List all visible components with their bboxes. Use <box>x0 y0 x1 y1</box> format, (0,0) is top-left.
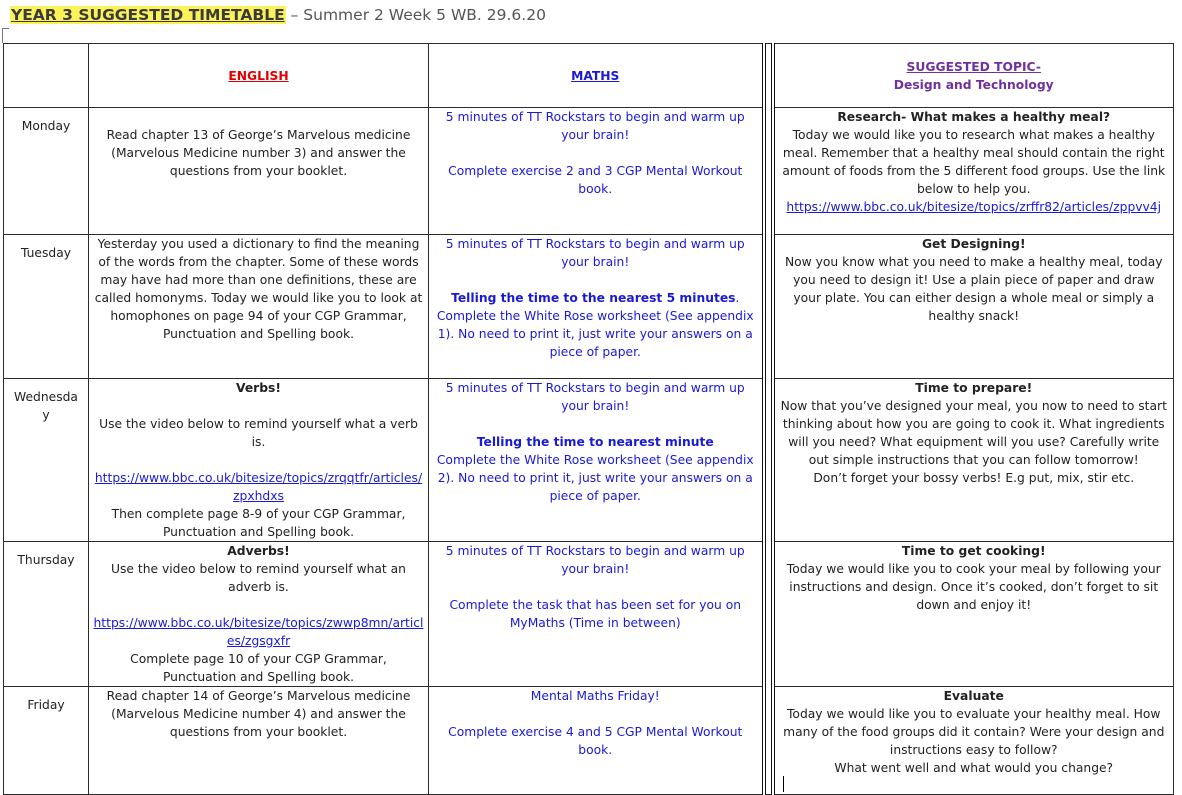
english-link[interactable]: https://www.bbc.co.uk/bitesize/topics/zwwp8mn/articles/zgsgxfr <box>93 616 424 648</box>
english-text: Then complete page 8-9 of your CGP Grammar, Punctuation and Spelling book. <box>111 507 406 539</box>
english-cell <box>89 108 429 235</box>
topic-cell <box>773 687 1174 795</box>
day-label: Tuesday <box>20 246 72 260</box>
topic-text: Today we would like you to research what makes a healthy meal. Remember that a healthy meal should contain the right amount of foods from the 5 different food groups. Use the link below to help you. <box>782 128 1166 196</box>
english-heading-text: Verbs! <box>236 381 281 395</box>
topic-text: Don’t forget your bossy verbs! E.g put, mix, stir etc. <box>813 471 1135 485</box>
day-cell <box>4 235 89 379</box>
topic-text: Today we would like you to evaluate your healthy meal. How many of the food groups did it contain? Were your design and instructions easy to follow? <box>783 707 1165 757</box>
english-text: Read chapter 13 of George’s Marvelous medicine (Marvelous Medicine number 3) and answer the questions from your booklet. <box>106 128 411 178</box>
title-highlight: YEAR 3 SUGGESTED TIMETABLE <box>11 6 285 24</box>
day-label: Friday <box>27 698 65 712</box>
header-day <box>4 44 89 108</box>
topic-heading-text: Get Designing! <box>921 237 1026 251</box>
maths-line: 5 minutes of TT Rockstars to begin and warm up your brain! <box>445 544 745 576</box>
english-text: Use the video below to remind yourself what an adverb is. <box>111 562 406 594</box>
english-cell <box>89 379 429 542</box>
topic-cell <box>773 108 1174 235</box>
maths-line: 5 minutes of TT Rockstars to begin and warm up your brain! <box>445 110 745 142</box>
page-title <box>10 6 546 24</box>
day-label: Thursday <box>17 553 75 567</box>
english-heading-text: Adverbs! <box>227 544 290 558</box>
text-cursor <box>783 776 784 792</box>
maths-cell <box>429 542 764 687</box>
maths-line: Complete exercise 4 and 5 CGP Mental Workout book. <box>448 725 743 757</box>
timetable <box>3 43 1174 795</box>
topic-cell <box>773 379 1174 542</box>
title-subtitle: – Summer 2 Week 5 WB. 29.6.20 <box>285 6 546 24</box>
day-cell <box>4 542 89 687</box>
english-text: Complete page 10 of your CGP Grammar, Punctuation and Spelling book. <box>130 652 387 684</box>
table-row <box>4 235 1174 379</box>
header-row <box>4 44 1174 108</box>
day-cell <box>4 687 89 795</box>
table-row <box>4 108 1174 235</box>
topic-text: Now that you’ve designed your meal, you now to need to start thinking about how you are going to cook it. What ingredients will you need? What equipment will you use? Carefully write out simple instructions that you can follow tomorrow! <box>780 399 1167 467</box>
topic-heading-text: Time to get cooking! <box>901 544 1046 558</box>
topic-heading: SUGGESTED TOPIC- <box>906 59 1041 74</box>
margin-corner-marker <box>2 28 9 43</box>
topic-text: Now you know what you need to make a healthy meal, today you need to design it! Use a plain piece of paper and draw your plate. You can either design a whole meal or simply a healthy snack! <box>784 255 1163 323</box>
topic-heading-text: Time to prepare! <box>915 381 1033 395</box>
english-cell <box>89 542 429 687</box>
topic-link[interactable]: https://www.bbc.co.uk/bitesize/topics/zrffr82/articles/zppvv4j <box>786 200 1162 214</box>
maths-line: 5 minutes of TT Rockstars to begin and warm up your brain! <box>445 381 745 413</box>
english-cell <box>89 235 429 379</box>
day-cell <box>4 108 89 235</box>
english-text: Read chapter 14 of George’s Marvelous medicine (Marvelous Medicine number 4) and answer the questions from your booklet. <box>106 689 411 739</box>
maths-cell <box>429 379 764 542</box>
english-text: Yesterday you used a dictionary to find the meaning of the words from the chapter. Some of these words may have had more than one definitions, these are called homonyms. Today we would like you to look at homophones on page 94 of your CGP Grammar, Punctuation and Spelling book. <box>94 237 423 341</box>
maths-heading: MATHS <box>571 68 620 83</box>
topic-subheading: Design and Technology <box>893 77 1054 92</box>
english-link[interactable]: https://www.bbc.co.uk/bitesize/topics/zrqqtfr/articles/zpxhdxs <box>94 471 423 503</box>
column-separator <box>764 44 773 795</box>
maths-heading-dot: . <box>735 291 740 305</box>
maths-line: 5 minutes of TT Rockstars to begin and warm up your brain! <box>445 237 745 269</box>
topic-heading-text: Research- What makes a healthy meal? <box>837 110 1111 124</box>
table-row <box>4 379 1174 542</box>
maths-cell <box>429 687 764 795</box>
maths-heading-text: Telling the time to nearest minute <box>476 435 714 449</box>
maths-heading-text: Telling the time to the nearest 5 minutes <box>451 291 736 305</box>
day-cell <box>4 379 89 542</box>
english-heading: ENGLISH <box>228 68 289 83</box>
header-maths <box>429 44 764 108</box>
maths-line: Mental Maths Friday! <box>530 689 660 703</box>
maths-cell <box>429 108 764 235</box>
header-topic <box>773 44 1174 108</box>
maths-line: Complete the White Rose worksheet (See appendix 1). No need to print it, just write your answers on a piece of paper. <box>436 309 754 359</box>
english-cell <box>89 687 429 795</box>
topic-cell <box>773 542 1174 687</box>
day-label: Wednesday <box>14 390 78 422</box>
header-english <box>89 44 429 108</box>
topic-text: What went well and what would you change? <box>834 761 1114 775</box>
maths-cell <box>429 235 764 379</box>
topic-cell <box>773 235 1174 379</box>
day-label: Monday <box>21 119 71 133</box>
english-text: Use the video below to remind yourself what a verb is. <box>99 417 418 449</box>
maths-line: Complete exercise 2 and 3 CGP Mental Workout book. <box>448 164 743 196</box>
table-row <box>4 542 1174 687</box>
topic-heading-text: Evaluate <box>943 689 1004 703</box>
table-row <box>4 687 1174 795</box>
topic-text: Today we would like you to cook your meal by following your instructions and design. Once it’s cooked, don’t forget to sit down and enjoy it! <box>786 562 1161 612</box>
maths-line: Complete the White Rose worksheet (See appendix 2). No need to print it, just write your answers on a piece of paper. <box>436 453 754 503</box>
maths-line: Complete the task that has been set for you on MyMaths (Time in between) <box>449 598 742 630</box>
